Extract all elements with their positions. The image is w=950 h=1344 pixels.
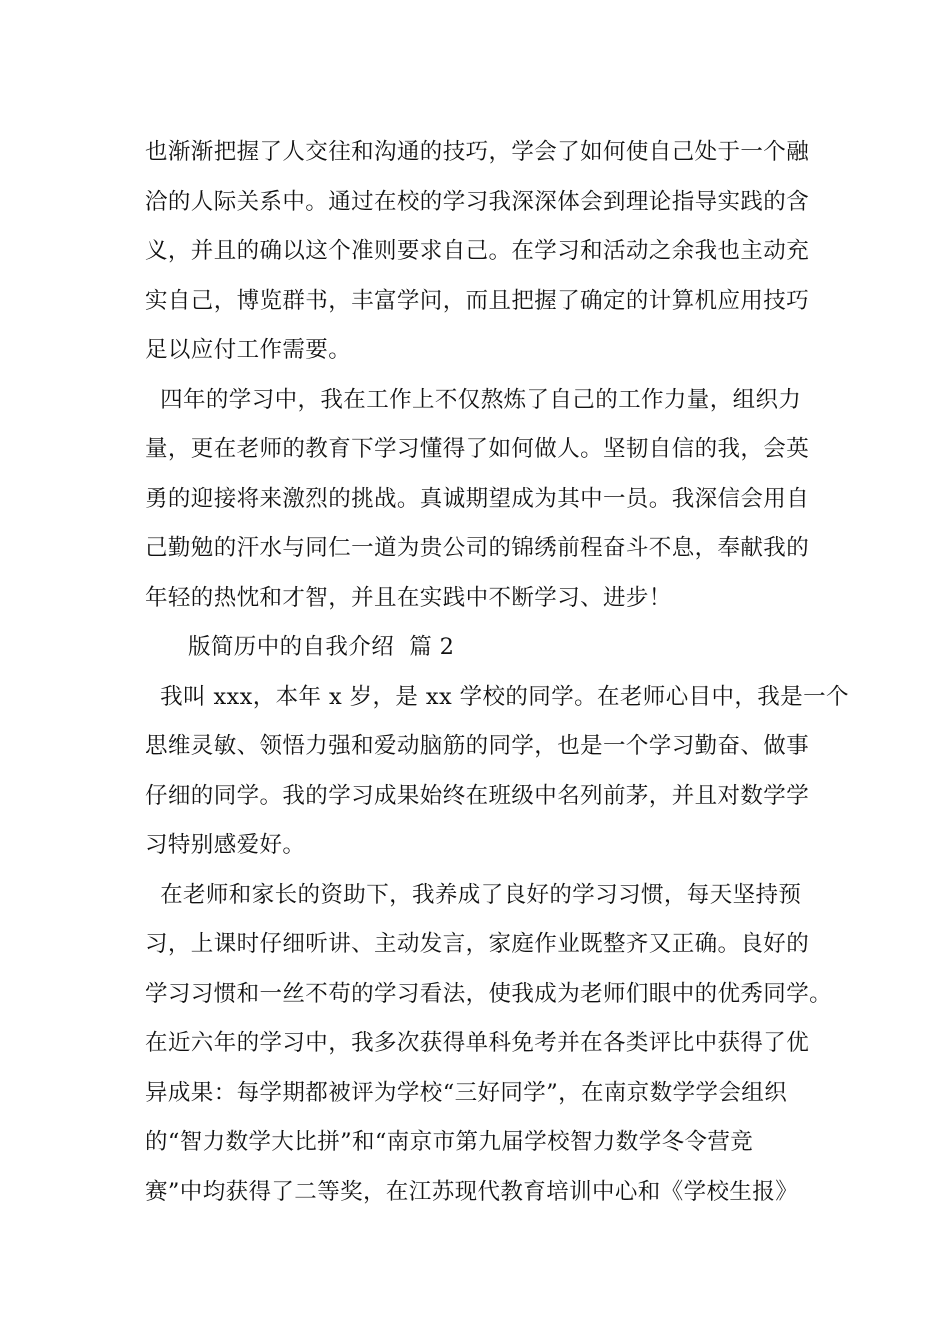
text-line: 己勤勉的汗水与同仁一道为贵公司的锦绣前程奋斗不息，奉献我的 [145, 535, 810, 561]
text-line: 的“智力数学大比拼”和“南京市第九届学校智力数学冬令营竞 [145, 1129, 754, 1155]
text-line: 异成果：每学期都被评为学校“三好同学”，在南京数学学会组织 [145, 1080, 788, 1106]
text-line: 习特别感爱好。 [145, 832, 306, 858]
text-line: 足以应付工作需要。 [145, 337, 352, 363]
text-line: 思维灵敏、领悟力强和爱动脑筋的同学，也是一个学习勤奋、做事 [145, 733, 810, 759]
text-line: 年轻的热忱和才智，并且在实践中不断学习、进步！ [145, 585, 672, 611]
text-line: 我叫 xxx，本年 x 岁，是 xx 学校的同学。在老师心目中，我是一个 [145, 684, 849, 710]
text-line: 量，更在老师的教育下学习懂得了如何做人。坚韧自信的我，会英 [145, 436, 810, 462]
text-line: 仔细的同学。我的学习成果始终在班级中名列前茅，并且对数学学 [145, 783, 810, 809]
section-heading: 版简历中的自我介绍 篇 2 [188, 634, 455, 660]
text-line: 洽的人际关系中。通过在校的学习我深深体会到理论指导实践的含 [145, 189, 810, 215]
text-line: 赛”中均获得了二等奖，在江苏现代教育培训中心和《学校生报》 [145, 1179, 799, 1205]
text-line: 学习习惯和一丝不苟的学习看法，使我成为老师们眼中的优秀同学。 [145, 981, 833, 1007]
text-line: 在近六年的学习中，我多次获得单科免考并在各类评比中获得了优 [145, 1030, 810, 1056]
text-line: 勇的迎接将来激烈的挑战。真诚期望成为其中一员。我深信会用自 [145, 486, 810, 512]
text-line: 四年的学习中，我在工作上不仅熬炼了自己的工作力量，组织力 [145, 387, 802, 413]
text-line: 在老师和家长的资助下，我养成了良好的学习习惯，每天坚持预 [145, 882, 802, 908]
text-line: 也渐渐把握了人交往和沟通的技巧，学会了如何使自己处于一个融 [145, 139, 810, 165]
text-line: 实自己，博览群书，丰富学问，而且把握了确定的计算机应用技巧 [145, 288, 810, 314]
text-line: 习，上课时仔细听讲、主动发言，家庭作业既整齐又正确。良好的 [145, 931, 810, 957]
text-line: 义，并且的确以这个准则要求自己。在学习和活动之余我也主动充 [145, 238, 810, 264]
